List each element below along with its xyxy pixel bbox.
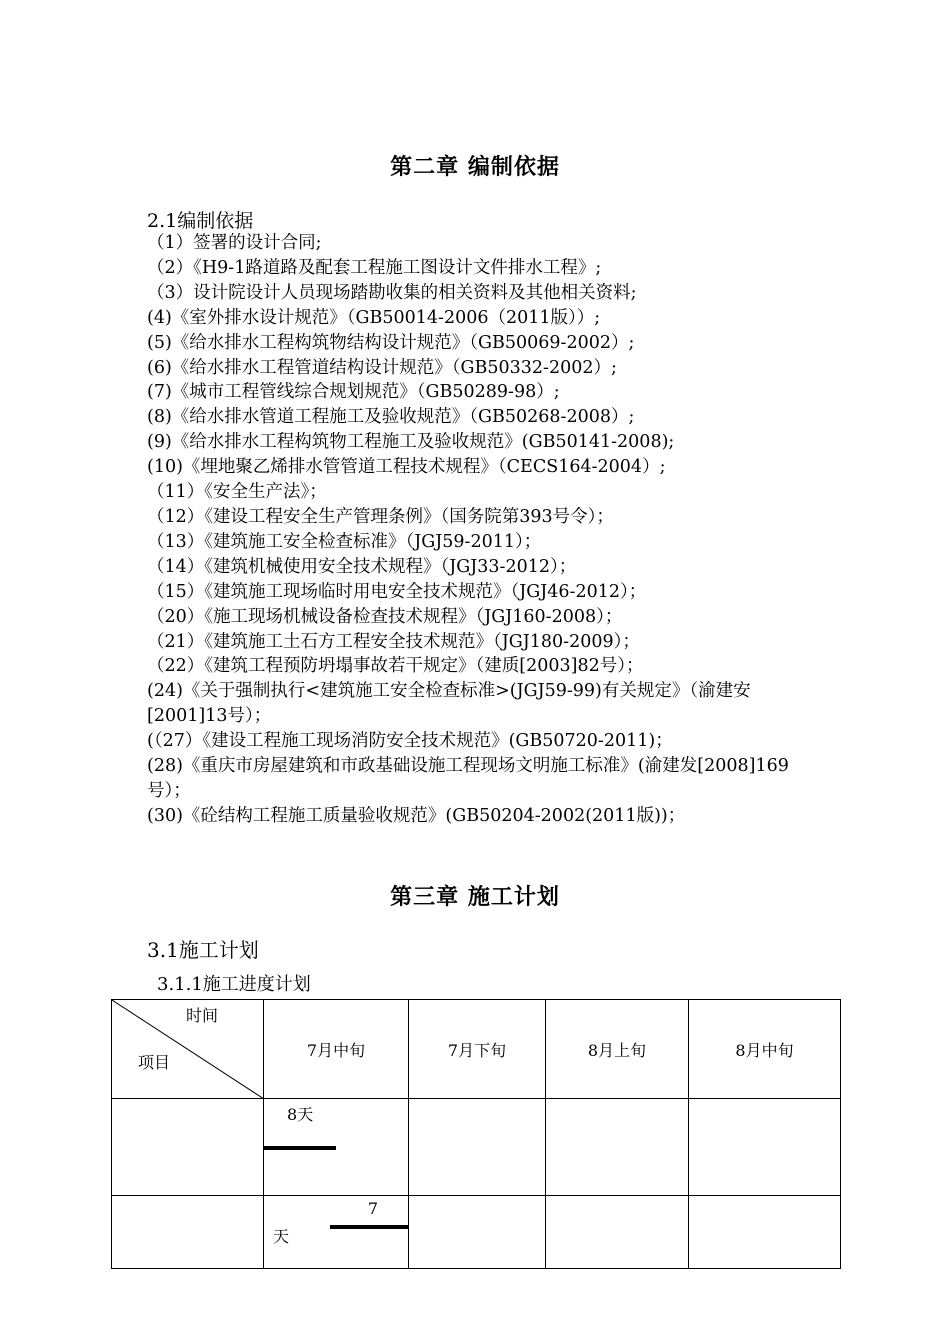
table-row: [112, 1195, 841, 1268]
list-item: （22）《建筑工程预防坍塌事故若干规定》（建质[2003]82号）；: [147, 656, 644, 677]
duration-number: 7: [367, 1198, 378, 1218]
list-item: （20）《施工现场机械设备检查技术规程》（JGJ160-2008）；: [147, 606, 623, 627]
section-2-1-heading: 2.1编制依据: [147, 210, 254, 232]
list-item: (4)《室外排水设计规范》（GB50014-2006（2011版））;: [147, 307, 601, 328]
gantt-cell: [546, 1099, 689, 1195]
corner-time-label: 时间: [186, 1006, 219, 1025]
corner-item-label: 项目: [138, 1053, 171, 1072]
duration-number: 8: [287, 1105, 298, 1125]
list-item: （21）《建筑施工土石方工程安全技术规范》（JGJ180-2009）；: [147, 631, 640, 652]
period-header: 8月上旬: [546, 1000, 689, 1099]
table-header-row: [112, 1000, 841, 1099]
table-row: [112, 1099, 841, 1195]
period-header: 8月中旬: [689, 1000, 841, 1099]
item-cell: [112, 1099, 264, 1195]
duration-unit: 天: [297, 1105, 314, 1125]
gantt-bar: [264, 1146, 336, 1150]
duration-unit: 天: [273, 1226, 290, 1246]
period-header: 7月中旬: [264, 1000, 409, 1099]
list-item: （11）《安全生产法》；: [147, 482, 327, 503]
gantt-cell: [546, 1195, 689, 1268]
list-item: （12）《建设工程安全生产管理条例》（国务院第393号令）；: [147, 506, 614, 527]
gantt-bar: [330, 1225, 408, 1229]
duration-label: [287, 1102, 313, 1125]
list-item: (（27）《建设工程施工现场消防安全技术规范》(GB50720-2011)；: [147, 731, 673, 752]
chapter-2-title: 第二章 编制依据: [390, 155, 560, 180]
period-header: 7月下旬: [409, 1000, 546, 1099]
list-item: （1）签署的设计合同;: [147, 233, 322, 253]
gantt-cell: [689, 1099, 841, 1195]
schedule-table: [111, 999, 841, 1269]
list-item: (24)《关于强制执行<建筑施工安全检查标准>(JGJ59-99)有关规定》（渝建安[2001]13号）；: [147, 681, 751, 727]
gantt-cell: [409, 1099, 546, 1195]
reference-list: [147, 231, 827, 829]
gantt-cell: [264, 1099, 409, 1195]
section-3-1-1-heading: 3.1.1施工进度计划: [157, 974, 311, 995]
list-item: （3）设计院设计人员现场踏勘收集的相关资料及其他相关资料;: [147, 282, 637, 303]
list-item: (6)《给水排水工程管道结构设计规范》（GB50332-2002）;: [147, 357, 617, 378]
gantt-cell: [409, 1195, 546, 1268]
item-cell: [112, 1195, 264, 1268]
list-item: (7)《城市工程管线综合规划规范》（GB50289-98）;: [147, 382, 560, 403]
list-item: (10)《埋地聚乙烯排水管管道工程技术规程》（CECS164-2004）;: [147, 457, 666, 478]
list-item: （2）《H9-1路道路及配套工程施工图设计文件排水工程》;: [147, 257, 602, 278]
list-item: (9)《给水排水工程构筑物工程施工及验收规范》(GB50141-2008);: [147, 432, 675, 453]
list-item: （15）《建筑施工现场临时用电安全技术规范》（JGJ46-2012）；: [147, 581, 647, 602]
gantt-cell: [264, 1195, 409, 1268]
corner-cell: [112, 1000, 264, 1099]
chapter-3-title: 第三章 施工计划: [390, 885, 560, 910]
list-item: （13）《建筑施工安全检查标准》（JGJ59-2011）；: [147, 531, 542, 552]
list-item: （14）《建筑机械使用安全技术规程》（JGJ33-2012）；: [147, 556, 577, 577]
list-item: (28)《重庆市房屋建筑和市政基础设施工程现场文明施工标准》(渝建发[2008]169号）；: [147, 756, 789, 801]
gantt-cell: [689, 1195, 841, 1268]
list-item: (8)《给水排水管道工程施工及验收规范》（GB50268-2008）;: [147, 407, 635, 428]
section-3-1-heading: 3.1施工计划: [147, 938, 259, 962]
list-item: (30)《砼结构工程施工质量验收规范》(GB50204-2002(2011版))；: [147, 805, 686, 826]
list-item: (5)《给水排水工程构筑物结构设计规范》（GB50069-2002）;: [147, 332, 635, 353]
